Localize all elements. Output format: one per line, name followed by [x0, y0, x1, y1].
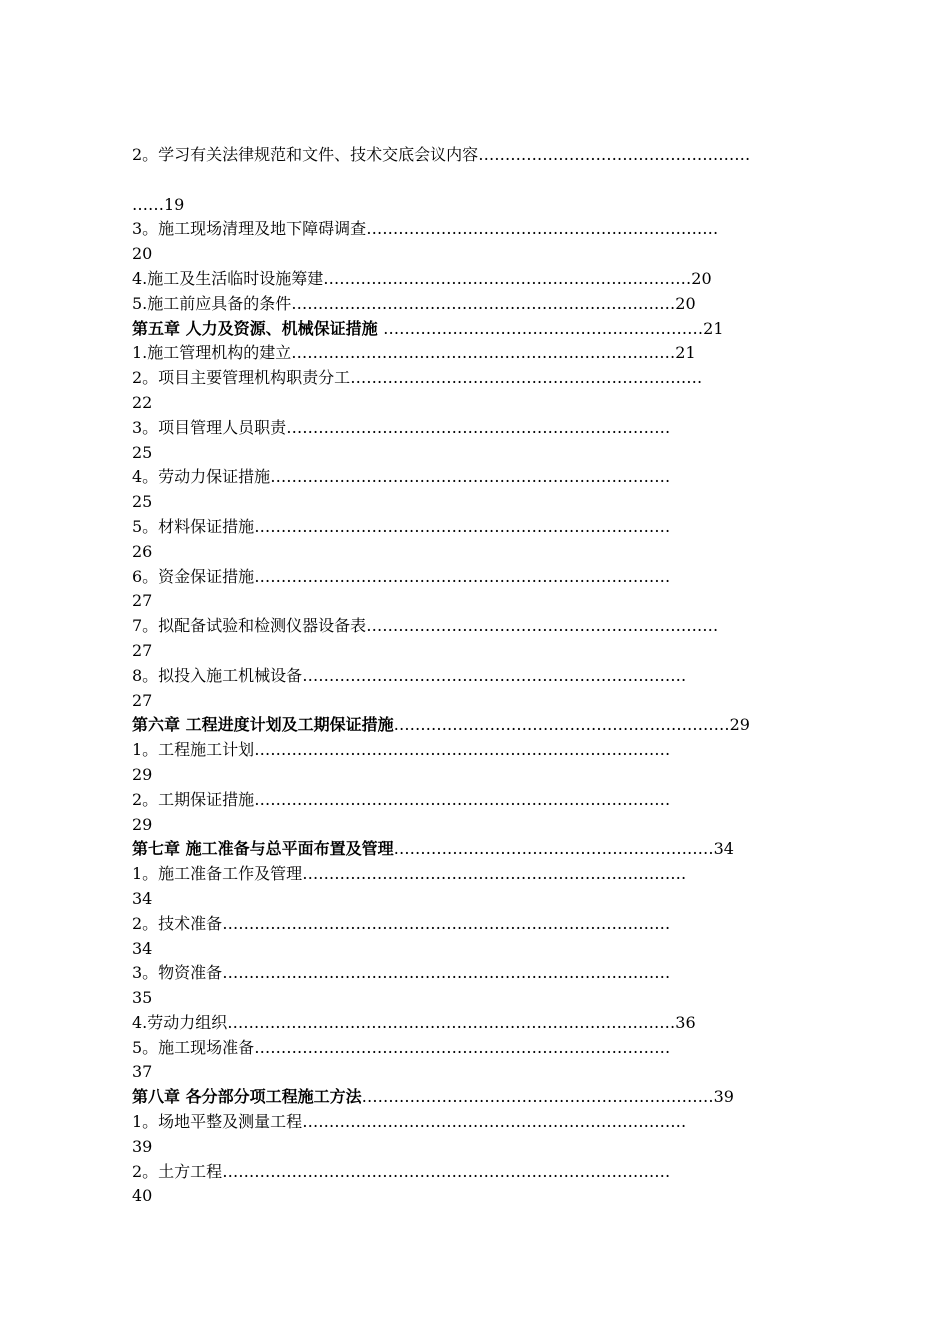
toc-page-continuation: [132, 937, 844, 962]
toc-page-number: 20: [132, 244, 153, 264]
toc-leader-dots: ……………………………………………………: [383, 318, 704, 338]
toc-page-continuation: [132, 1135, 844, 1160]
toc-page-continuation: [132, 193, 844, 218]
toc-entry-line: [132, 1036, 844, 1061]
toc-leader-dots: …………………………………………………………………………: [222, 1161, 671, 1181]
toc-leader-dots: …………………………………………………………………………: [222, 963, 671, 983]
toc-entry-line: [132, 416, 844, 441]
toc-page-continuation: [132, 1184, 844, 1209]
toc-chapter-line: [132, 317, 844, 342]
toc-entry-title: 2。学习有关法律规范和文件、技术交底会议内容: [132, 145, 479, 164]
toc-leader-dots: ………………………………………………………………: [302, 665, 687, 685]
toc-page-continuation: [132, 986, 844, 1011]
toc-entry-line: [132, 565, 844, 590]
toc-entry-line: [132, 341, 844, 366]
toc-page-number: 34: [713, 839, 734, 859]
toc-leader-dots: ………………………………………………………………: [302, 864, 687, 884]
toc-leader-dots: ……………………………………………: [478, 145, 751, 164]
table-of-contents: [132, 143, 844, 1209]
toc-entry-title: 2。土方工程: [132, 1161, 223, 1181]
toc-leader-dots: ……………………………………………………………: [323, 268, 692, 288]
toc-entry-line: [132, 961, 844, 986]
toc-leader-dots: ……………………………………………………………………: [254, 1037, 671, 1057]
toc-entry-title: 5.施工前应具备的条件: [132, 293, 292, 313]
toc-page-number: 29: [729, 715, 750, 735]
toc-leader-dots: …………………………………………………………………………: [222, 913, 671, 933]
toc-entry-line: [132, 788, 844, 813]
toc-leader-dots: ……………………………………………………………………: [254, 516, 671, 536]
toc-entry-line: [132, 912, 844, 937]
toc-page-number: 25: [132, 442, 153, 462]
toc-entry-line: [132, 217, 844, 242]
toc-entry-title: 4。劳动力保证措施: [132, 467, 271, 487]
toc-entry-title: 第六章 工程进度计划及工期保证措施: [132, 715, 394, 735]
toc-chapter-line: [132, 713, 844, 738]
toc-entry-title: 5。材料保证措施: [132, 516, 255, 536]
toc-page-number: 25: [132, 492, 153, 512]
toc-page-number: 39: [132, 1136, 153, 1156]
toc-leader-dots: …………………………………………………………………………: [227, 1012, 676, 1032]
toc-entry-line: [132, 465, 844, 490]
toc-page-number: 34: [132, 888, 153, 908]
toc-entry-line: [132, 614, 844, 639]
toc-leader-dots: ……………………………………………………………………: [254, 740, 671, 760]
toc-spacer: [132, 168, 844, 193]
toc-leader-dots: ………………………………………………………………: [286, 417, 671, 437]
toc-page-continuation: [132, 242, 844, 267]
toc-leader-dots: ………………………………………………………………: [291, 293, 676, 313]
toc-leader-dots: ……: [132, 194, 164, 214]
toc-entry-title: 2。工期保证措施: [132, 789, 255, 809]
toc-leader-dots: …………………………………………………………: [366, 616, 719, 636]
toc-leader-dots: ………………………………………………………: [393, 715, 730, 735]
toc-entry-title: 8。拟投入施工机械设备: [132, 665, 303, 685]
toc-page-number: 39: [713, 1087, 734, 1107]
toc-leader-dots: …………………………………………………………………: [270, 467, 671, 487]
toc-entry-line: [132, 738, 844, 763]
toc-entry-line: [132, 1110, 844, 1135]
toc-leader-dots: ……………………………………………………………………: [254, 789, 671, 809]
toc-page-continuation: [132, 589, 844, 614]
toc-entry-line: [132, 267, 844, 292]
toc-entry-title: 3。施工现场清理及地下障碍调查: [132, 219, 367, 239]
toc-page-continuation: [132, 813, 844, 838]
toc-page-number: 37: [132, 1062, 153, 1082]
toc-page-continuation: [132, 391, 844, 416]
toc-entry-title: 7。拟配备试验和检测仪器设备表: [132, 616, 367, 636]
toc-page-number: 21: [675, 343, 696, 363]
toc-page-number: 29: [132, 764, 153, 784]
toc-leader-dots: ……………………………………………………………………: [254, 566, 671, 586]
toc-page-number: 27: [132, 690, 153, 710]
toc-page-continuation: [132, 639, 844, 664]
toc-leader-dots: ……………………………………………………: [393, 839, 714, 859]
toc-entry-title: 2。项目主要管理机构职责分工: [132, 368, 351, 388]
toc-page-continuation: [132, 441, 844, 466]
toc-entry-title: 3。项目管理人员职责: [132, 417, 287, 437]
toc-entry-line: [132, 664, 844, 689]
toc-leader-dots: ………………………………………………………………: [291, 343, 676, 363]
toc-page-number: 26: [132, 541, 153, 561]
toc-entry-title: 第七章 施工准备与总平面布置及管理: [132, 839, 394, 859]
toc-entry-line: [132, 366, 844, 391]
toc-page-number: 20: [691, 268, 712, 288]
toc-page-number: 29: [132, 814, 153, 834]
toc-page-number: 21: [703, 318, 724, 338]
toc-entry-title: 3。物资准备: [132, 963, 223, 983]
toc-page-number: 35: [132, 988, 153, 1008]
toc-page-continuation: [132, 763, 844, 788]
toc-page-continuation: [132, 540, 844, 565]
toc-leader-dots: …………………………………………………………: [361, 1087, 714, 1107]
toc-page-number: 40: [132, 1186, 153, 1206]
toc-page-number: 19: [164, 194, 185, 214]
toc-entry-title: 1。工程施工计划: [132, 740, 255, 760]
toc-entry-title: 第五章 人力及资源、机械保证措施: [132, 318, 384, 338]
toc-entry-line: [132, 1011, 844, 1036]
toc-page-continuation: [132, 490, 844, 515]
toc-entry-line: [132, 143, 844, 168]
toc-page-number: 36: [675, 1012, 696, 1032]
toc-entry-title: 第八章 各分部分项工程施工方法: [132, 1087, 362, 1107]
toc-page-number: 20: [675, 293, 696, 313]
toc-chapter-line: [132, 1085, 844, 1110]
toc-leader-dots: ………………………………………………………………: [302, 1112, 687, 1132]
toc-chapter-line: [132, 837, 844, 862]
toc-page-continuation: [132, 689, 844, 714]
toc-page-number: 22: [132, 392, 153, 412]
toc-leader-dots: …………………………………………………………: [366, 219, 719, 239]
toc-entry-line: [132, 515, 844, 540]
toc-entry-title: 2。技术准备: [132, 913, 223, 933]
toc-entry-line: [132, 292, 844, 317]
toc-entry-title: 4.劳动力组织: [132, 1012, 228, 1032]
toc-page-continuation: [132, 887, 844, 912]
toc-page-number: 34: [132, 938, 153, 958]
toc-entry-title: 1。施工准备工作及管理: [132, 864, 303, 884]
toc-page-number: 27: [132, 591, 153, 611]
toc-page-continuation: [132, 1060, 844, 1085]
toc-leader-dots: …………………………………………………………: [350, 368, 703, 388]
toc-entry-line: [132, 1160, 844, 1185]
toc-entry-title: 1.施工管理机构的建立: [132, 343, 292, 363]
toc-entry-title: 6。资金保证措施: [132, 566, 255, 586]
toc-entry-title: 1。场地平整及测量工程: [132, 1112, 303, 1132]
toc-entry-title: 5。施工现场准备: [132, 1037, 255, 1057]
toc-page-number: 27: [132, 640, 153, 660]
toc-entry-line: [132, 862, 844, 887]
toc-entry-title: 4.施工及生活临时设施筹建: [132, 268, 324, 288]
